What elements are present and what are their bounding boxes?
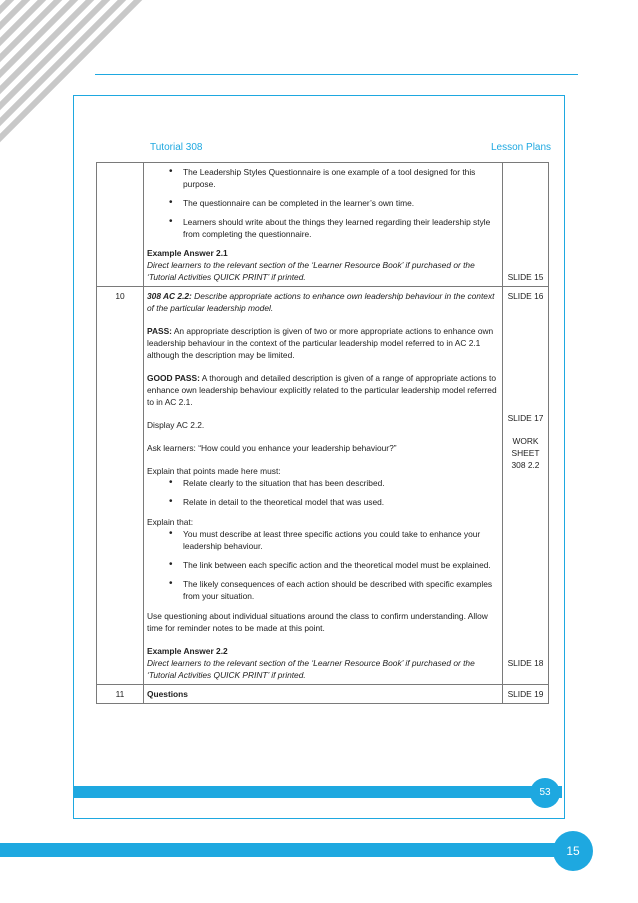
list-item: • The likely consequences of each action should be described with specific examples from your situation. <box>183 578 499 602</box>
table-row <box>97 685 549 704</box>
slide-label: SLIDE 18 <box>507 658 544 668</box>
inner-page-number: 53 <box>530 778 560 808</box>
bullet-list <box>147 166 499 240</box>
questioning-instruction: Use questioning about individual situations around the class to confirm understanding. Allow time for reminder notes to be made at this point. <box>147 611 488 633</box>
explain-intro-2: Explain that: <box>147 517 194 527</box>
row-number: 11 <box>97 685 144 704</box>
row-title: Questions <box>144 685 503 704</box>
good-pass-criteria <box>147 372 499 408</box>
list-item: • The Leadership Styles Questionnaire is one example of a tool designed for this purpose. <box>183 166 499 190</box>
example-title: Example Answer 2.2 <box>147 646 228 656</box>
slide-label: SLIDE 17 <box>507 413 544 423</box>
inner-footer-band <box>74 786 562 798</box>
explain-intro-1: Explain that points made here must: <box>147 466 281 476</box>
ac-label: 308 AC 2.2: <box>147 291 192 301</box>
example-title: Example Answer 2.1 <box>147 248 228 258</box>
example-text: Direct learners to the relevant section of the ‘Learner Resource Book’ if purchased or the ‘Tutorial Activities QUICK PRINT’ if printed. <box>147 658 475 680</box>
list-item: • Relate in detail to the theoretical model that was used. <box>183 496 499 508</box>
page-number: 15 <box>553 831 593 871</box>
list-item: • You must describe at least three specific actions you could take to enhance your leadership behaviour. <box>183 528 499 552</box>
slide-cell <box>503 163 549 287</box>
slide-label: SLIDE 19 <box>503 685 549 704</box>
list-item: • Relate clearly to the situation that has been described. <box>183 477 499 489</box>
worksheet-label: WORK SHEET 308 2.2 <box>511 436 540 470</box>
slide-label: SLIDE 15 <box>507 272 544 282</box>
pass-label: PASS: <box>147 326 172 336</box>
ac-statement <box>147 290 499 314</box>
display-instruction: Display AC 2.2. <box>147 420 205 430</box>
good-pass-label: GOOD PASS: <box>147 373 200 383</box>
row-number: 10 <box>97 287 144 685</box>
row-number <box>97 163 144 287</box>
ac-text: Describe appropriate actions to enhance own leadership behaviour in the context of the particular leadership model. <box>147 291 495 313</box>
pass-criteria <box>147 325 499 361</box>
ask-instruction: Ask learners: “How could you enhance your leadership behaviour?” <box>147 443 397 453</box>
bullet-list <box>147 477 499 508</box>
bullet-list <box>147 528 499 602</box>
header-title: Tutorial 308 <box>150 142 203 153</box>
table-row <box>97 287 549 685</box>
footer-band <box>0 843 570 857</box>
example-text: Direct learners to the relevant section of the ‘Learner Resource Book’ if purchased or the ‘Tutorial Activities QUICK PRINT’ if printed. <box>147 260 475 282</box>
lesson-plan-table <box>96 162 549 704</box>
table-row <box>97 163 549 287</box>
list-item: • The link between each specific action and the theoretical model must be explained. <box>183 559 499 571</box>
row-content <box>144 287 503 685</box>
list-item: • The questionnaire can be completed in the learner’s own time. <box>183 197 499 209</box>
list-item: • Learners should write about the things they learned regarding their leadership style from completing the questionnaire. <box>183 216 499 240</box>
row-content <box>144 163 503 287</box>
top-rule <box>95 74 578 75</box>
pass-text: An appropriate description is given of two or more appropriate actions to enhance own leadership behaviour in the context of the particular leadership model referred to in AC 2.1 although the description may be limited. <box>147 326 494 360</box>
good-pass-text: A thorough and detailed description is given of a range of appropriate actions to enhance own leadership behaviour explicitly related to the particular leadership model referred to in AC 2.1. <box>147 373 497 407</box>
slide-cell <box>503 287 549 685</box>
slide-label: SLIDE 16 <box>507 291 544 301</box>
header-section: Lesson Plans <box>491 142 552 153</box>
